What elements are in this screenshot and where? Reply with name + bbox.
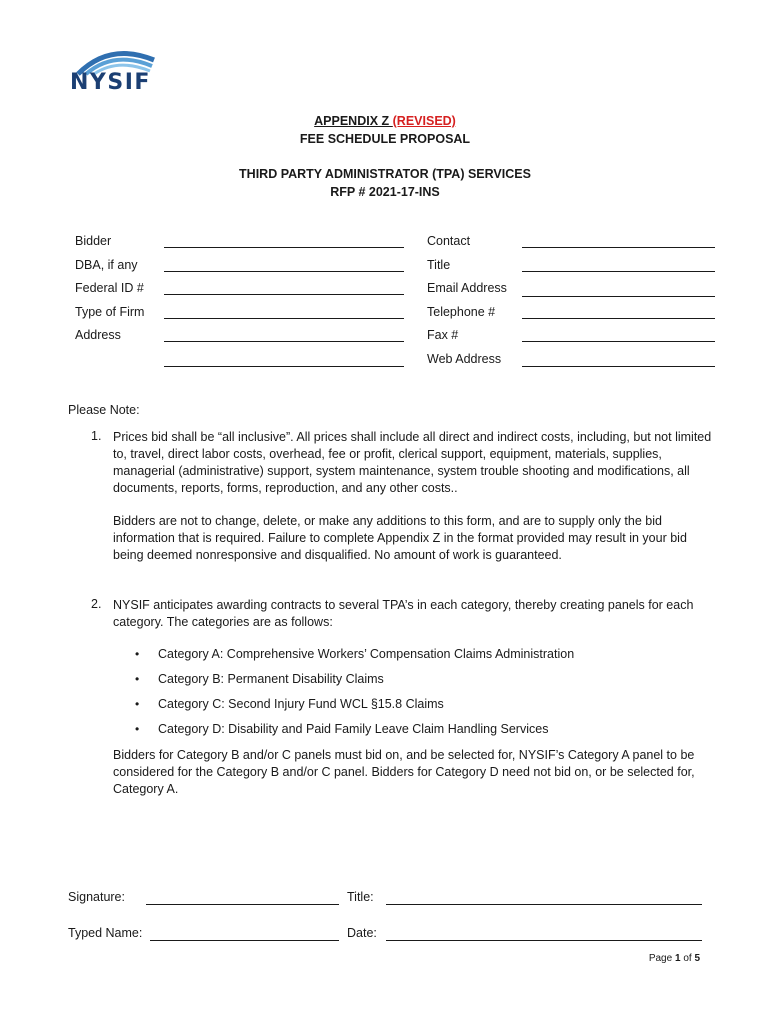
category-a: Category A: Comprehensive Workers’ Compensation Claims Administration bbox=[158, 647, 575, 661]
item-1-text: Prices bid shall be “all inclusive”. All prices shall include all direct and indirect costs, including, but not limited to, travel, direct labor costs, overhead, fee or profit, clerical support, equipment, materials, supplies, managerial (administrative) support, system maintenance, system trouble shooting and modifications, all documents, reports, forms, reproduction, and any other costs.. bbox=[113, 430, 712, 495]
fee-schedule-title: FEE SCHEDULE PROPOSAL bbox=[299, 132, 471, 146]
email-label: Email Address bbox=[427, 281, 507, 295]
web-address-label: Web Address bbox=[427, 352, 502, 366]
date-label: Date: bbox=[347, 926, 377, 940]
telephone-field[interactable] bbox=[522, 318, 715, 319]
date-field[interactable] bbox=[386, 940, 702, 941]
type-of-firm-label: Type of Firm bbox=[75, 305, 145, 319]
please-note-heading: Please Note: bbox=[68, 403, 140, 417]
category-d: Category D: Disability and Paid Family Leave Claim Handling Services bbox=[158, 722, 549, 736]
federal-id-field[interactable] bbox=[164, 294, 404, 295]
rfp-number: RFP # 2021-17-INS bbox=[330, 185, 440, 199]
category-b: Category B: Permanent Disability Claims bbox=[158, 672, 384, 686]
item-1-paragraph-2: Bidders are not to change, delete, or make any additions to this form, and are to supply only the bid information that is required. Failure to complete Appendix Z in the format provided may result in your bid being deemed nonresponsive and disqualified. No amount of work is guaranteed. bbox=[113, 514, 687, 562]
address-label: Address bbox=[75, 328, 121, 342]
contact-field[interactable] bbox=[522, 247, 715, 248]
category-c: Category C: Second Injury Fund WCL §15.8 Claims bbox=[158, 697, 444, 711]
contact-label: Contact bbox=[427, 234, 471, 248]
item-2-number: 2. bbox=[91, 597, 102, 611]
type-of-firm-field[interactable] bbox=[164, 318, 404, 319]
tpa-services-title: THIRD PARTY ADMINISTRATOR (TPA) SERVICES bbox=[239, 167, 531, 181]
appendix-title bbox=[0, 114, 770, 128]
fax-field[interactable] bbox=[522, 341, 715, 342]
sig-title-label: Title: bbox=[347, 890, 374, 904]
item-1-number: 1. bbox=[91, 429, 102, 443]
bullet-icon: • bbox=[135, 697, 140, 711]
signature-label: Signature: bbox=[68, 890, 125, 904]
page-indicator: Page 1 of 5 bbox=[648, 953, 700, 964]
typed-name-field[interactable] bbox=[150, 940, 339, 941]
email-field[interactable] bbox=[522, 296, 715, 297]
item-2-paragraph-2: Bidders for Category B and/or C panels must bid on, and be selected for, NYSIF’s Category A panel to be considered for the Category B and/or C panel. Bidders for Category D need not bid on, or be selected for, Category A. bbox=[113, 748, 695, 796]
typed-name-label: Typed Name: bbox=[68, 926, 143, 940]
fax-label: Fax # bbox=[427, 328, 459, 342]
dba-field[interactable] bbox=[164, 271, 404, 272]
web-address-field[interactable] bbox=[522, 366, 715, 367]
title-field[interactable] bbox=[522, 271, 715, 272]
address-field-2[interactable] bbox=[164, 366, 404, 367]
appendix-label: APPENDIX Z bbox=[314, 114, 393, 128]
bullet-icon: • bbox=[135, 647, 140, 661]
bidder-field[interactable] bbox=[164, 247, 404, 248]
sig-title-field[interactable] bbox=[386, 904, 702, 905]
revised-label: (REVISED) bbox=[392, 114, 456, 128]
logo-text: NYSIF bbox=[70, 70, 151, 95]
bullet-icon: • bbox=[135, 722, 140, 736]
address-field-1[interactable] bbox=[164, 341, 404, 342]
dba-label: DBA, if any bbox=[75, 258, 138, 272]
title-label: Title bbox=[427, 258, 451, 272]
bullet-icon: • bbox=[135, 672, 140, 686]
nysif-logo bbox=[70, 46, 162, 96]
bidder-label: Bidder bbox=[75, 234, 112, 248]
item-2-text: NYSIF anticipates awarding contracts to several TPA’s in each category, thereby creating panels for each category. The categories are as follows: bbox=[113, 598, 694, 629]
signature-field[interactable] bbox=[146, 904, 339, 905]
telephone-label: Telephone # bbox=[427, 305, 496, 319]
federal-id-label: Federal ID # bbox=[75, 281, 144, 295]
